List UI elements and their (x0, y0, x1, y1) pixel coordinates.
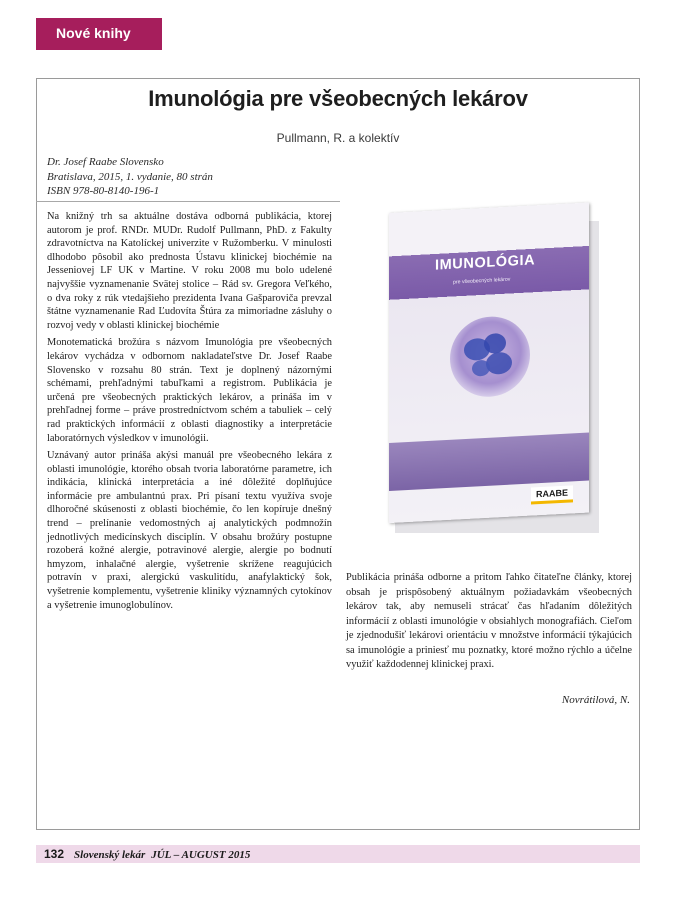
paragraph-3: Uznávaný autor prináša akýsi manuál pre všeobecného lekára z oblasti imunológie, ktorého obsah tvoria laboratórne parametre, ich indikácia, klinická interpretácia a iné dôležité doplňujúce informácie pre ambulantnú prax. Pri písaní textu využíva svoje dlhoročné skúsenosti z oblasti biochémie, čo len kopíruje dnešný trend – prelínanie vedomostných aj analytických podmnožín jednotlivých medicínskych disciplín. V obsahu brožúry postupne rozoberá kožné alergie, potravinové alergie, alergie po bodnutí hmyzom, inhalačné alergie, vyšetrenie skrížene reagujúcich potravín v praxi, alergickú vaskulitídu, anafylaktický šok, vyšetrenie komplementu, vyšetrenie kliniky významných cytokínov a vyšetrenie imunoglobulínov. (47, 450, 332, 611)
issue-date: JÚL – AUGUST 2015 (151, 849, 251, 861)
publisher: Dr. Josef Raabe Slovensko (47, 156, 164, 168)
book-title: IMUNOLÓGIA (435, 252, 536, 274)
paragraph-4: Publikácia prináša odborne a pritom ľahko čitateľne články, ktorej obsah je prispôsobený aktuálnym požiadavkám všeobecných lekárov tak, aby nemuseli strácať čas hľadaním dôležitých informácií z oblasti imunológie v obsiahlych monografiách. Cieľom je zjednodušiť lekárovi orientáciu v množstve informácií týkajúcich sa imunológie a priniesť mu poznatky, ktoré možno rýchlo a účelne využiť každodennej klinickej praxi. (346, 572, 632, 670)
section-label: Nové knihy (36, 18, 162, 50)
article-body-right (346, 571, 632, 673)
book-cover-image (389, 213, 595, 531)
paragraph-1: Na knižný trh sa aktuálne dostáva odborná publikácia, ktorej autorom je prof. RNDr. MUDr. Rudolf Pullmann, PhD. z Fakulty zdravotníctva na Katolíckej univerzite v Ružomberku. V minulosti dlhodobo pôsobil ako prednosta Ústavu klinickej biochémie na Jesseniovej LF UK v Martine. V roku 2008 mu bolo udelené najvyššie vyznamenanie Svätej stolice – Rád sv. Gregora Veľkého, o dva roky z rúk vtedajšieho prezidenta Ivana Gašparoviča prevzal štátne vyznamenanie Rad Ľudovíta Štúra za mimoriadne zásluhy o rozvoj vedy v oblasti klinickej biochémie (47, 211, 332, 331)
book-subtitle: pre všeobecných lekárov (453, 276, 511, 286)
cell-illustration-icon (447, 311, 533, 402)
journal-name: Slovenský lekár (74, 849, 146, 861)
article-title: Imunológia pre všeobecných lekárov (148, 86, 528, 111)
page-number: 132 (44, 847, 65, 861)
paragraph-2: Monotematická brožúra s názvom Imunológia pre všeobecných lekárov vychádza v odbornom nakladateľstve Dr. Josef Raabe Slovensko v rozsahu 80 strán. Text je doplnený názornými schémami, prehľadnými tabuľkami a registrom. Publikácia je určená pre všeobecných praktických lekárov, a prináša im v prehľadnej forme – práve prostredníctvom schém a tabuliek – celý rad praktických informácií z oblasti diagnostiky a interpretácie laboratórnych výsledkov v imunológii. (47, 337, 332, 444)
edition-info: Bratislava, 2015, 1. vydanie, 80 strán (47, 170, 213, 183)
book-cover (389, 203, 589, 523)
divider (36, 201, 340, 202)
isbn: ISBN 978-80-8140-196-1 (47, 185, 160, 197)
publisher-logo: RAABE (531, 485, 573, 504)
article-author: Pullmann, R. a kolektív (276, 131, 400, 145)
article-body-left (47, 210, 332, 616)
book-band (389, 433, 589, 491)
footer (44, 846, 250, 863)
publication-info (47, 155, 213, 199)
reviewer-signature: Novrátilová, N. (561, 694, 630, 706)
